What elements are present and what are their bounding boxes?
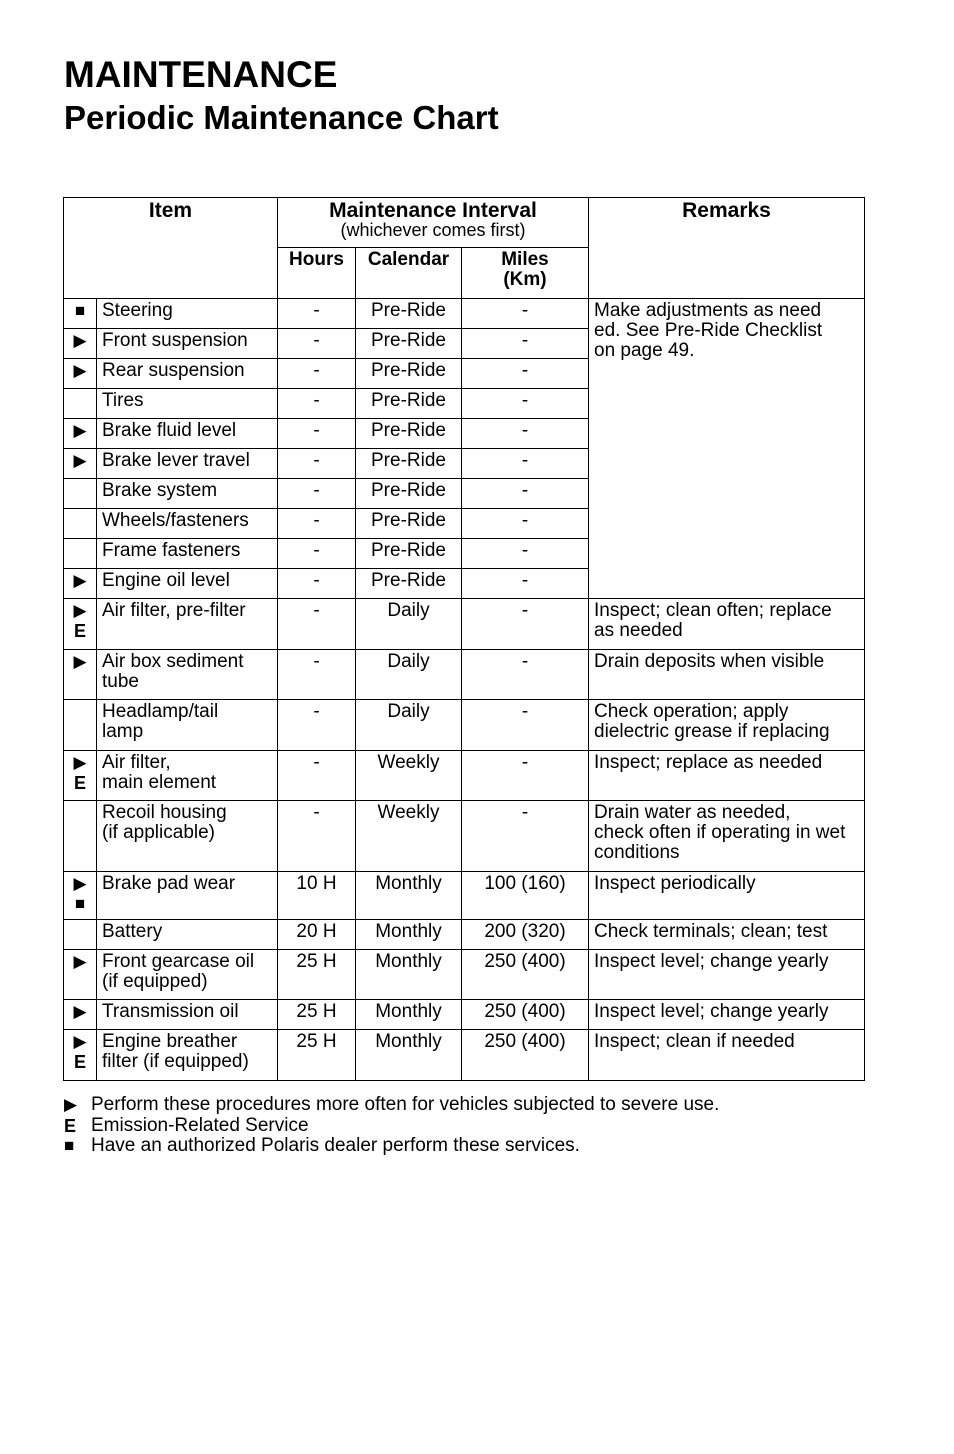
row-item [97, 329, 278, 359]
row-symbol [64, 299, 97, 329]
row-remarks [589, 920, 865, 950]
row-item [97, 1030, 278, 1081]
row-symbol [64, 599, 97, 650]
row-hours: 25 H [278, 950, 356, 1000]
maintenance-chart-table [63, 197, 865, 1081]
dealer-service-icon: ■ [74, 301, 86, 320]
row-miles: - [462, 599, 589, 650]
table-row [64, 872, 865, 920]
table-row [64, 599, 865, 650]
table-row [64, 801, 865, 872]
header-maintenance-interval [278, 198, 589, 248]
header-interval-note: (whichever comes first) [340, 220, 526, 240]
row-item-line: tube [102, 671, 139, 692]
severe-use-icon: ▶ [73, 652, 87, 671]
row-item-line: Frame fasteners [102, 540, 241, 561]
row-calendar: Pre-Ride [356, 569, 462, 599]
legend-item [64, 1116, 719, 1137]
dealer-service-icon: ■ [64, 1136, 75, 1155]
row-item-line: Battery [102, 921, 163, 942]
header-remarks: Remarks [589, 198, 865, 299]
row-calendar: Pre-Ride [356, 479, 462, 509]
row-symbol [64, 569, 97, 599]
row-symbol [64, 751, 97, 801]
row-miles: 250 (400) [462, 950, 589, 1000]
row-calendar: Monthly [356, 920, 462, 950]
row-calendar: Weekly [356, 801, 462, 872]
row-symbol [64, 872, 97, 920]
row-item [97, 419, 278, 449]
row-symbol [64, 950, 97, 1000]
row-item-line: lamp [102, 721, 144, 742]
row-calendar: Monthly [356, 1030, 462, 1081]
row-miles: - [462, 389, 589, 419]
row-symbol [64, 650, 97, 700]
row-item-line: Brake pad wear [102, 873, 236, 894]
row-item-line: Brake system [102, 480, 218, 501]
row-miles: 200 (320) [462, 920, 589, 950]
table-row [64, 751, 865, 801]
emission-icon: E [73, 773, 86, 793]
row-symbol [64, 1030, 97, 1081]
row-hours: 10 H [278, 872, 356, 920]
severe-use-icon: ▶ [73, 601, 87, 620]
row-remarks [589, 751, 865, 801]
row-item-line: Brake fluid level [102, 420, 237, 441]
row-calendar: Pre-Ride [356, 359, 462, 389]
row-miles: 250 (400) [462, 1000, 589, 1030]
row-calendar: Pre-Ride [356, 449, 462, 479]
row-miles: - [462, 700, 589, 751]
severe-use-icon: ▶ [73, 421, 87, 440]
header-miles-label: Miles [501, 249, 549, 270]
severe-use-icon: ▶ [73, 451, 87, 470]
row-item [97, 299, 278, 329]
row-remarks-line: Check terminals; clean; test [594, 921, 828, 942]
severe-use-icon: ▶ [64, 1095, 78, 1114]
row-miles: - [462, 449, 589, 479]
emission-icon: E [73, 1052, 86, 1072]
row-miles: - [462, 650, 589, 700]
row-item [97, 389, 278, 419]
row-item [97, 920, 278, 950]
row-symbol [64, 539, 97, 569]
row-miles: 100 (160) [462, 872, 589, 920]
row-remarks [589, 299, 865, 599]
row-symbol [64, 449, 97, 479]
page-subtitle: Periodic Maintenance Chart [64, 99, 499, 136]
row-remarks-line: dielectric grease if replacing [594, 721, 830, 742]
row-calendar: Daily [356, 700, 462, 751]
row-item [97, 1000, 278, 1030]
row-miles: - [462, 359, 589, 389]
row-miles: - [462, 509, 589, 539]
row-item [97, 479, 278, 509]
row-remarks-line: ed. See Pre-Ride Checklist [594, 320, 823, 341]
row-hours: - [278, 751, 356, 801]
row-item-line: filter (if equipped) [102, 1051, 249, 1072]
row-symbol [64, 1000, 97, 1030]
row-item-line: Wheels/fasteners [102, 510, 249, 531]
row-item [97, 751, 278, 801]
row-calendar: Pre-Ride [356, 329, 462, 359]
severe-use-icon: ▶ [73, 571, 87, 590]
severe-use-icon: ▶ [73, 361, 87, 380]
row-hours: - [278, 700, 356, 751]
row-miles: 250 (400) [462, 1030, 589, 1081]
row-hours: - [278, 299, 356, 329]
chart-body [64, 299, 865, 1081]
row-symbol [64, 329, 97, 359]
header-calendar: Calendar [356, 248, 462, 299]
row-symbol [64, 419, 97, 449]
row-calendar: Pre-Ride [356, 509, 462, 539]
row-item [97, 449, 278, 479]
row-hours: - [278, 449, 356, 479]
row-remarks [589, 1030, 865, 1081]
row-item-line: Air filter, pre-filter [102, 600, 246, 621]
row-item [97, 872, 278, 920]
row-remarks [589, 950, 865, 1000]
severe-use-icon: ▶ [73, 1032, 87, 1051]
row-remarks-line: Inspect level; change yearly [594, 951, 829, 972]
row-miles: - [462, 569, 589, 599]
legend-item [64, 1095, 719, 1116]
row-item [97, 359, 278, 389]
row-item-line: Engine oil level [102, 570, 230, 591]
row-item-line: (if applicable) [102, 822, 215, 843]
row-remarks-line: Drain water as needed, [594, 802, 791, 823]
table-row [64, 650, 865, 700]
table-row [64, 1000, 865, 1030]
row-miles: - [462, 539, 589, 569]
row-remarks-line: Check operation; apply [594, 701, 789, 722]
row-item-line: Steering [102, 300, 173, 321]
row-hours: - [278, 329, 356, 359]
row-remarks-line: Drain deposits when visible [594, 651, 825, 672]
row-calendar: Monthly [356, 872, 462, 920]
row-remarks-line: Inspect level; change yearly [594, 1001, 829, 1022]
severe-use-icon: ▶ [73, 1002, 87, 1021]
row-item-line: Engine breather [102, 1031, 238, 1052]
severe-use-icon: ▶ [73, 331, 87, 350]
row-hours: - [278, 599, 356, 650]
row-hours: 25 H [278, 1000, 356, 1030]
row-remarks [589, 872, 865, 920]
header-item: Item [64, 198, 278, 299]
row-remarks-line: Make adjustments as need [594, 300, 822, 321]
row-remarks [589, 1000, 865, 1030]
row-remarks [589, 599, 865, 650]
severe-use-icon: ▶ [73, 952, 87, 971]
row-remarks-line: Inspect; replace as needed [594, 752, 823, 773]
legend-text: Have an authorized Polaris dealer perform these services. [91, 1135, 580, 1156]
row-hours: - [278, 479, 356, 509]
row-item-line: Rear suspension [102, 360, 245, 381]
row-item-line: Transmission oil [102, 1001, 239, 1022]
legend-text: Emission-Related Service [91, 1114, 309, 1136]
dealer-service-icon: ■ [74, 894, 86, 913]
row-symbol [64, 479, 97, 509]
row-remarks-line: on page 49. [594, 340, 695, 361]
row-symbol [64, 801, 97, 872]
row-calendar: Pre-Ride [356, 419, 462, 449]
row-remarks [589, 650, 865, 700]
row-remarks-line: conditions [594, 842, 680, 863]
row-item [97, 509, 278, 539]
row-calendar: Pre-Ride [356, 389, 462, 419]
header-miles-unit: (Km) [503, 269, 547, 290]
table-row [64, 1030, 865, 1081]
table-row [64, 299, 865, 329]
table-row [64, 700, 865, 751]
row-hours: - [278, 359, 356, 389]
emission-icon: E [64, 1115, 77, 1136]
legend [64, 1095, 719, 1157]
row-hours: - [278, 650, 356, 700]
row-item [97, 950, 278, 1000]
row-calendar: Weekly [356, 751, 462, 801]
row-remarks-line: Inspect; clean often; replace [594, 600, 832, 621]
row-calendar: Daily [356, 599, 462, 650]
row-remarks-line: check often if operating in wet [594, 822, 846, 843]
row-item-line: Tires [102, 390, 144, 411]
row-hours: - [278, 569, 356, 599]
row-item-line: Recoil housing [102, 802, 227, 823]
row-hours: - [278, 801, 356, 872]
row-hours: - [278, 419, 356, 449]
row-item [97, 599, 278, 650]
row-calendar: Daily [356, 650, 462, 700]
header-miles [462, 248, 589, 299]
row-miles: - [462, 299, 589, 329]
row-item-line: Front gearcase oil [102, 951, 255, 972]
row-remarks-line: Inspect; clean if needed [594, 1031, 795, 1052]
legend-item [64, 1136, 719, 1157]
row-remarks [589, 700, 865, 751]
row-miles: - [462, 419, 589, 449]
header-hours: Hours [278, 248, 356, 299]
row-item-line: Air filter, [102, 752, 171, 773]
table-row [64, 950, 865, 1000]
row-symbol [64, 359, 97, 389]
severe-use-icon: ▶ [73, 874, 87, 893]
row-hours: - [278, 539, 356, 569]
header-interval-label: Maintenance Interval [329, 199, 537, 222]
row-calendar: Monthly [356, 1000, 462, 1030]
row-miles: - [462, 479, 589, 509]
row-symbol [64, 509, 97, 539]
row-miles: - [462, 801, 589, 872]
row-remarks [589, 801, 865, 872]
row-remarks-line: as needed [594, 620, 683, 641]
row-hours: - [278, 389, 356, 419]
row-symbol [64, 920, 97, 950]
row-item-line: Air box sediment [102, 651, 244, 672]
row-item-line: main element [102, 772, 217, 793]
row-remarks-line: Inspect periodically [594, 873, 756, 894]
row-symbol [64, 700, 97, 751]
page-title: MAINTENANCE [64, 54, 338, 95]
row-hours: 25 H [278, 1030, 356, 1081]
row-item-line: Headlamp/tail [102, 701, 219, 722]
severe-use-icon: ▶ [73, 753, 87, 772]
row-miles: - [462, 751, 589, 801]
table-row [64, 920, 865, 950]
row-item [97, 650, 278, 700]
row-symbol [64, 389, 97, 419]
legend-text: Perform these procedures more often for vehicles subjected to severe use. [91, 1094, 720, 1115]
row-item-line: Front suspension [102, 330, 248, 351]
row-hours: - [278, 509, 356, 539]
row-miles: - [462, 329, 589, 359]
row-item [97, 539, 278, 569]
row-item [97, 700, 278, 751]
row-calendar: Pre-Ride [356, 299, 462, 329]
row-item-line: (if equipped) [102, 971, 208, 992]
row-hours: 20 H [278, 920, 356, 950]
row-item-line: Brake lever travel [102, 450, 250, 471]
emission-icon: E [73, 621, 86, 641]
row-item [97, 569, 278, 599]
row-calendar: Monthly [356, 950, 462, 1000]
row-calendar: Pre-Ride [356, 539, 462, 569]
row-item [97, 801, 278, 872]
